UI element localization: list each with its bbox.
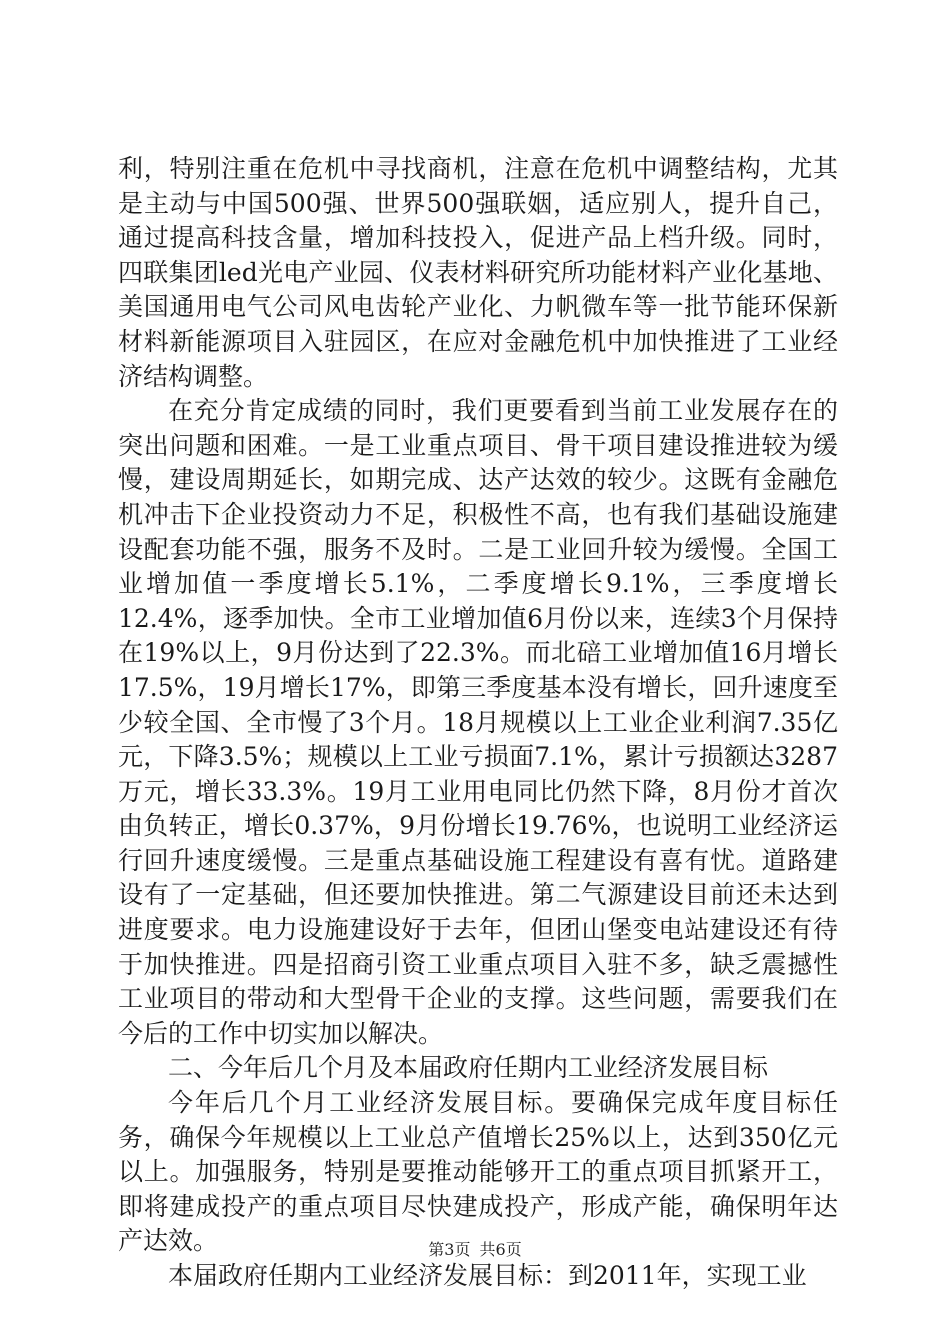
paragraph-1: 利，特别注重在危机中寻找商机，注意在危机中调整结构，尤其是主动与中国500强、世界500强联姻，适应别人，提升自己，通过提高科技含量，增加科技投入，促进产品上档升级。同时，四联集团led光电产业园、仪表材料研究所功能材料产业化基地、美国通用电气公司风电齿轮产业化、力帆微车等一批节能环保新材料新能源项目入驻园区，在应对金融危机中加快推进了工业经济结构调整。 [118, 154, 838, 391]
page-number: 第3页 [428, 1240, 471, 1259]
paragraph-3: 今年后几个月工业经济发展目标。要确保完成年度目标任务，确保今年规模以上工业总产值增长25%以上，达到350亿元以上。加强服务，特别是要推动能够开工的重点项目抓紧开工，即将建成投产的重点项目尽快建成投产，形成产能，确保明年达产达效。 [118, 1088, 838, 1256]
page-total: 共6页 [479, 1240, 522, 1259]
paragraph-4: 本届政府任期内工业经济发展目标：到2011年，实现工业 [168, 1261, 807, 1290]
page-footer [0, 1237, 950, 1260]
document-body [118, 152, 838, 1294]
paragraph-2: 在充分肯定成绩的同时，我们更要看到当前工业发展存在的突出问题和困难。一是工业重点项目、骨干项目建设推进较为缓慢，建设周期延长，如期完成、达产达效的较少。这既有金融危机冲击下企业投资动力不足，积极性不高，也有我们基础设施建设配套功能不强，服务不及时。二是工业回升较为缓慢。全国工业增加值一季度增长5.1%，二季度增长9.1%，三季度增长12.4%，逐季加快。全市工业增加值6月份以来，连续3个月保持在19%以上，9月份达到了22.3%。而北碚工业增加值16月增长17.5%，19月增长17%，即第三季度基本没有增长，回升速度至少较全国、全市慢了3个月。18月规模以上工业企业利润7.35亿元，下降3.5%；规模以上工业亏损面7.1%，累计亏损额达3287万元，增长33.3%。19月工业用电同比仍然下降，8月份才首次由负转正，增长0.37%，9月份增长19.76%，也说明工业经济运行回升速度缓慢。三是重点基础设施工程建设有喜有忧。道路建设有了一定基础，但还要加快推进。第二气源建设目前还未达到进度要求。电力设施建设好于去年，但团山堡变电站建设还有待于加快推进。四是招商引资工业重点项目入驻不多，缺乏震撼性工业项目的带动和大型骨干企业的支撑。这些问题，需要我们在今后的工作中切实加以解决。 [118, 396, 838, 1048]
section-heading: 二、今年后几个月及本届政府任期内工业经济发展目标 [168, 1053, 769, 1083]
